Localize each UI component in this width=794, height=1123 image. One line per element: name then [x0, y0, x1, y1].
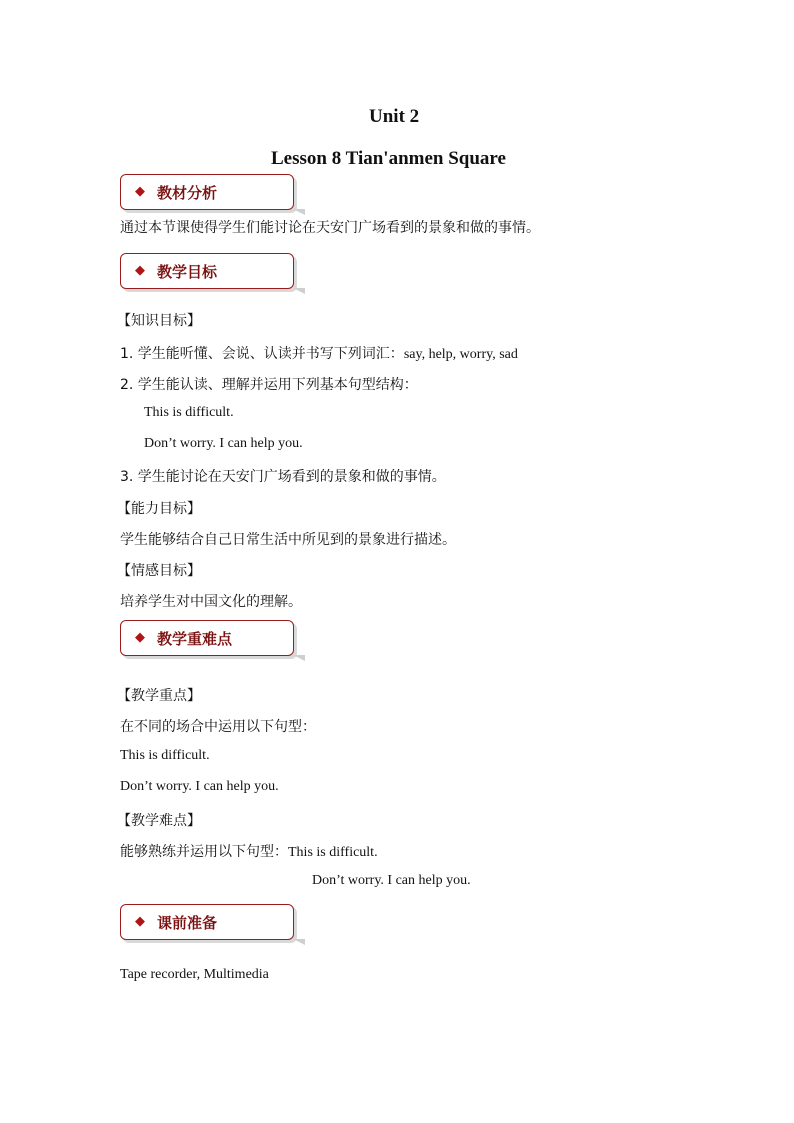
- preparation-text: Tape recorder, Multimedia: [120, 967, 269, 982]
- diamond-icon: ◆: [135, 630, 145, 645]
- difficult-points-text: 能够熟练并运用以下句型：: [120, 844, 288, 860]
- knowledge-objectives-label: 【知识目标】: [117, 313, 201, 329]
- heading-tail: [293, 939, 305, 945]
- difficult-points-sentence-2: Don’t worry. I can help you.: [312, 873, 471, 888]
- section-heading-label: 教学目标: [157, 263, 218, 281]
- objective-item-1-text: 1. 学生能听懂、会说、认读并书写下列词汇：: [120, 346, 404, 362]
- ability-objectives-label: 【能力目标】: [117, 501, 201, 517]
- diamond-icon: ◆: [135, 263, 145, 278]
- difficult-points-sentence-1: This is difficult.: [288, 845, 378, 860]
- objective-item-1: [120, 343, 518, 363]
- emotion-objectives-label: 【情感目标】: [117, 563, 201, 579]
- objective-item-2-sentence-1: This is difficult.: [144, 405, 234, 420]
- heading-tail: [293, 209, 305, 215]
- difficult-points-label: 【教学难点】: [117, 813, 201, 829]
- objective-item-2-sentence-2: Don’t worry. I can help you.: [144, 436, 303, 451]
- objective-item-1-words: say, help, worry, sad: [403, 347, 518, 362]
- section-heading-label: 课前准备: [157, 914, 218, 932]
- ability-objectives-text: 学生能够结合自己日常生活中所见到的景象进行描述。: [120, 532, 456, 548]
- key-points-sentence-2: Don’t worry. I can help you.: [120, 779, 279, 794]
- key-points-label: 【教学重点】: [117, 688, 201, 704]
- textbook-analysis-text: 通过本节课使得学生们能讨论在天安门广场看到的景象和做的事情。: [120, 220, 540, 236]
- objective-item-3: 3. 学生能讨论在天安门广场看到的景象和做的事情。: [120, 469, 446, 485]
- heading-tail: [293, 655, 305, 661]
- section-heading-textbook-analysis: [120, 174, 294, 210]
- section-heading-key-difficult-points: [120, 620, 294, 656]
- key-points-sentence-1: This is difficult.: [120, 748, 210, 763]
- section-heading-teaching-objectives: [120, 253, 294, 289]
- diamond-icon: ◆: [135, 914, 145, 929]
- objective-item-2: 2. 学生能认读、理解并运用下列基本句型结构：: [120, 377, 418, 393]
- section-heading-label: 教材分析: [157, 184, 218, 202]
- heading-tail: [293, 288, 305, 294]
- lesson-title: Lesson 8 Tian'anmen Square: [271, 148, 506, 169]
- section-heading-preparation: [120, 904, 294, 940]
- difficult-points-line: [120, 841, 378, 861]
- unit-title: Unit 2: [369, 106, 420, 127]
- key-points-text: 在不同的场合中运用以下句型：: [120, 719, 316, 735]
- diamond-icon: ◆: [135, 184, 145, 199]
- section-heading-label: 教学重难点: [157, 630, 233, 648]
- emotion-objectives-text: 培养学生对中国文化的理解。: [120, 594, 302, 610]
